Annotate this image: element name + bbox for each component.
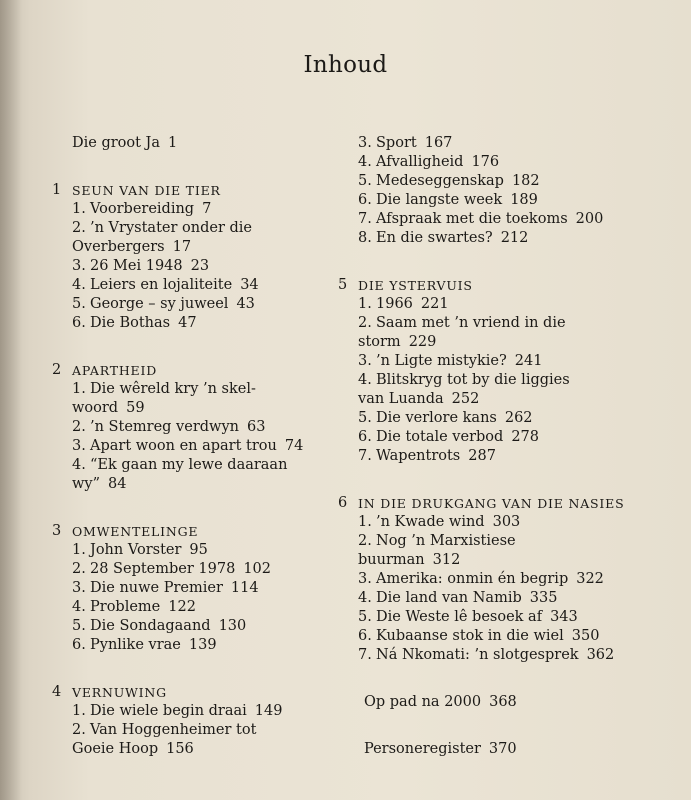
end-page: 370: [488, 741, 517, 757]
toc-entry: [72, 314, 322, 333]
entry-line: [358, 608, 668, 627]
entry-page: 343: [550, 609, 578, 625]
spacer: [338, 712, 668, 740]
entry-number: 3.: [72, 580, 86, 596]
entry-number: 4.: [72, 599, 86, 615]
toc-entry: [358, 210, 668, 229]
entry-line: [72, 200, 322, 219]
toc-right-column: [338, 134, 668, 759]
toc-section-4: [52, 683, 322, 759]
toc-entry: [358, 570, 668, 589]
toc-entry: [72, 617, 322, 636]
section-heading: [52, 522, 322, 541]
entry-page: 139: [188, 637, 217, 653]
entry-number: 4.: [358, 372, 372, 388]
entry-title: Afspraak met die toekoms: [376, 211, 568, 227]
section-number: 4: [52, 684, 62, 700]
entry-number: 3.: [358, 353, 372, 369]
entry-title: Die totale verbod: [376, 429, 504, 445]
entry-title: ’n Vrystater onder die: [90, 220, 252, 236]
entry-line: [72, 399, 322, 418]
toc-entry: [358, 295, 668, 314]
entry-page: 84: [108, 476, 127, 492]
section-number: 5: [338, 277, 348, 293]
entry-title: woord: [72, 400, 119, 416]
toc-entry: [72, 579, 322, 598]
entry-title: Van Hoggenheimer tot: [90, 722, 257, 738]
entry-page: 95: [189, 542, 208, 558]
entry-page: 362: [586, 647, 615, 663]
entry-line: [72, 418, 322, 437]
entry-page: 43: [236, 296, 255, 312]
entry-page: 200: [575, 211, 604, 227]
entry-number: 2.: [72, 722, 86, 738]
entry-line: [72, 314, 322, 333]
spacer: [52, 494, 322, 522]
entry-page: 278: [511, 429, 539, 445]
entry-line: [72, 238, 322, 257]
entry-line: [358, 134, 668, 153]
end-page: 368: [489, 694, 517, 710]
entry-page: 7: [202, 201, 212, 217]
entry-title: Sport: [376, 135, 417, 151]
entry-page: 47: [178, 315, 197, 331]
intro-title: Die groot Ja: [72, 135, 161, 151]
entry-number: 1.: [72, 381, 86, 397]
entry-title: Die nuwe Premier: [90, 580, 223, 596]
entry-page: 156: [166, 741, 194, 757]
entry-number: 7.: [358, 448, 372, 464]
entry-title: 26 Mei 1948: [90, 258, 183, 274]
toc-section-1: [52, 181, 322, 333]
end-title: Personeregister: [364, 741, 481, 757]
toc-entry: [358, 532, 668, 570]
entry-number: 4.: [72, 457, 86, 473]
entry-title: George – sy juweel: [90, 296, 229, 312]
toc-entry: [358, 172, 668, 191]
entry-number: 7.: [358, 211, 372, 227]
toc-entry: [358, 627, 668, 646]
entry-page: 241: [514, 353, 543, 369]
section-number: 6: [338, 495, 348, 511]
entry-title: Die Bothas: [90, 315, 171, 331]
entry-line: [358, 627, 668, 646]
entry-page: 59: [126, 400, 145, 416]
entry-title: Die Weste lê besoek af: [376, 609, 543, 625]
entry-number: 3.: [72, 258, 86, 274]
entry-title: Die wêreld kry ’n skel-: [90, 381, 256, 397]
entry-line: [358, 589, 668, 608]
toc-entry: [72, 702, 322, 721]
entry-title: En die swartes?: [376, 230, 493, 246]
entry-number: 3.: [358, 571, 372, 587]
entry-number: 5.: [358, 410, 372, 426]
toc-entry: [72, 418, 322, 437]
toc-entry: [72, 295, 322, 314]
entry-title: Amerika: onmin én begrip: [376, 571, 569, 587]
entry-title: Blitskryg tot by die liggies: [376, 372, 570, 388]
toc-entry: [72, 456, 322, 494]
entry-title: Probleme: [90, 599, 161, 615]
entry-page: 287: [468, 448, 496, 464]
entry-page: 221: [420, 296, 449, 312]
entry-page: 189: [510, 192, 538, 208]
spacer: [52, 655, 322, 683]
toc-intro: [52, 134, 322, 153]
entry-number: 1.: [358, 296, 372, 312]
entry-line: [72, 541, 322, 560]
entry-title: Apart woon en apart trou: [90, 438, 277, 454]
entry-title: wy”: [72, 476, 101, 492]
entry-title: 1966: [376, 296, 413, 312]
toc-entry: [358, 646, 668, 665]
entry-number: 5.: [358, 173, 372, 189]
entry-number: 4.: [72, 277, 86, 293]
toc-entry: [358, 513, 668, 532]
entry-page: 335: [529, 590, 558, 606]
entry-number: 1.: [72, 201, 86, 217]
section-heading: [52, 361, 322, 380]
entry-number: 5.: [72, 618, 86, 634]
spacer: [338, 248, 668, 276]
entry-line: [358, 551, 668, 570]
entry-number: 6.: [358, 192, 372, 208]
entry-number: 1.: [72, 542, 86, 558]
toc-entry: [358, 608, 668, 627]
toc-end-item: [338, 740, 668, 759]
toc-entry: [72, 276, 322, 295]
entry-title: buurman: [358, 552, 425, 568]
entry-line: [72, 740, 322, 759]
toc-entry: [72, 636, 322, 655]
spacer: [338, 466, 668, 494]
entry-page: 74: [284, 438, 304, 454]
entry-line: [72, 617, 322, 636]
toc-section-3: [52, 522, 322, 655]
entry-title: Overbergers: [72, 239, 165, 255]
toc-section-6: [338, 494, 668, 665]
section-heading: [52, 181, 322, 200]
entry-title: Leiers en lojaliteite: [90, 277, 233, 293]
entry-line: [72, 257, 322, 276]
section-heading: [338, 276, 668, 295]
entry-title: Goeie Hoop: [72, 741, 159, 757]
entry-line: [358, 409, 668, 428]
section-title: DIE YSTERVUIS: [358, 278, 473, 293]
entry-line: [72, 579, 322, 598]
entry-line: [358, 210, 668, 229]
entry-title: 28 September 1978: [90, 561, 236, 577]
section-title: OMWENTELINGE: [72, 524, 199, 539]
entry-page: 182: [511, 173, 540, 189]
entry-title: John Vorster: [90, 542, 182, 558]
toc-entry: [72, 541, 322, 560]
toc-entry: [358, 134, 668, 153]
entry-title: Die langste week: [376, 192, 503, 208]
entry-line: [358, 191, 668, 210]
entry-line: [358, 513, 668, 532]
toc-entry: [72, 560, 322, 579]
entry-number: 6.: [358, 429, 372, 445]
toc-entry: [72, 598, 322, 617]
spacer: [52, 333, 322, 361]
section-number: 3: [52, 523, 62, 539]
entry-page: 23: [190, 258, 210, 274]
entry-title: storm: [358, 334, 401, 350]
entry-line: [358, 428, 668, 447]
entry-line: [358, 153, 668, 172]
entry-page: 350: [571, 628, 600, 644]
intro-page: 1: [168, 135, 178, 151]
entry-number: 2.: [358, 315, 372, 331]
entry-line: [358, 295, 668, 314]
entry-title: Pynlike vrae: [90, 637, 181, 653]
section-title: VERNUWING: [72, 685, 167, 700]
toc-entry: [72, 257, 322, 276]
entry-title: Die land van Namib: [376, 590, 522, 606]
entry-page: 149: [254, 703, 283, 719]
entry-number: 3.: [358, 135, 372, 151]
entry-number: 6.: [72, 315, 86, 331]
entry-number: 2.: [72, 561, 86, 577]
entry-line: [358, 532, 668, 551]
toc-entry: [358, 428, 668, 447]
entry-page: 176: [471, 154, 500, 170]
entry-line: [358, 371, 668, 390]
entry-title: Medeseggenskap: [376, 173, 504, 189]
toc-entry: [358, 352, 668, 371]
toc-entry: [358, 229, 668, 248]
entry-title: Die wiele begin draai: [90, 703, 247, 719]
entry-title: “Ek gaan my lewe daaraan: [90, 457, 288, 473]
entry-number: 2.: [72, 419, 86, 435]
toc-entry: [72, 721, 322, 759]
toc-entry: [358, 589, 668, 608]
entry-title: ’n Stemreg verdwyn: [90, 419, 239, 435]
entry-page: 63: [246, 419, 266, 435]
entry-number: 4.: [358, 590, 372, 606]
toc-section-2: [52, 361, 322, 494]
spacer: [338, 665, 668, 693]
page-spine-shadow: [0, 0, 22, 800]
entry-line: [72, 636, 322, 655]
entry-line: [72, 598, 322, 617]
entry-number: 5.: [72, 296, 86, 312]
entry-page: 252: [451, 391, 480, 407]
entry-line: [358, 314, 668, 333]
section-heading: [338, 494, 668, 513]
entry-title: Wapentrots: [376, 448, 461, 464]
entry-number: 6.: [72, 637, 86, 653]
entry-page: 212: [500, 230, 529, 246]
section-title: APARTHEID: [72, 363, 158, 378]
section-heading: [52, 683, 322, 702]
entry-title: Afvalligheid: [376, 154, 464, 170]
toc-entry: [358, 314, 668, 352]
entry-page: 122: [168, 599, 196, 615]
entry-line: [358, 390, 668, 409]
entry-page: 322: [576, 571, 604, 587]
entry-line: [358, 229, 668, 248]
entry-page: 167: [424, 135, 453, 151]
entry-number: 3.: [72, 438, 86, 454]
entry-number: 6.: [358, 628, 372, 644]
entry-number: 7.: [358, 647, 372, 663]
section-number: 1: [52, 182, 62, 198]
entry-page: 312: [432, 552, 461, 568]
toc-entry: [72, 200, 322, 219]
toc-entry: [358, 153, 668, 172]
page-title: Inhoud: [303, 52, 388, 78]
entry-title: Die Sondagaand: [90, 618, 211, 634]
entry-page: 229: [408, 334, 437, 350]
entry-number: 2.: [358, 533, 372, 549]
section-title: SEUN VAN DIE TIER: [72, 183, 221, 198]
entry-number: 1.: [72, 703, 86, 719]
entry-title: Nog ’n Marxistiese: [376, 533, 516, 549]
toc-section-5: [338, 276, 668, 466]
entry-title: Die verlore kans: [376, 410, 497, 426]
entry-title: ’n Ligte mistykie?: [376, 353, 507, 369]
section-number: 2: [52, 362, 62, 378]
entry-page: 34: [240, 277, 259, 293]
toc-entry: [358, 371, 668, 409]
entry-page: 262: [504, 410, 533, 426]
entry-line: [358, 646, 668, 665]
spacer: [52, 153, 322, 181]
entry-page: 102: [243, 561, 272, 577]
toc-end-item: [338, 693, 668, 712]
entry-title: van Luanda: [358, 391, 444, 407]
entry-title: Kubaanse stok in die wiel: [376, 628, 564, 644]
entry-line: [72, 219, 322, 238]
entry-number: 2.: [72, 220, 86, 236]
entry-page: 17: [172, 239, 192, 255]
entry-number: 8.: [358, 230, 372, 246]
entry-title: Ná Nkomati: ’n slotgesprek: [376, 647, 579, 663]
entry-line: [72, 295, 322, 314]
entry-line: [72, 560, 322, 579]
toc-entry: [358, 409, 668, 428]
entry-title: Saam met ’n vriend in die: [376, 315, 566, 331]
toc-left-column: [52, 134, 322, 759]
entry-page: 303: [492, 514, 521, 530]
entry-line: [72, 437, 322, 456]
toc-entry: [72, 380, 322, 418]
entry-line: [358, 570, 668, 589]
toc-entry: [358, 191, 668, 210]
toc-entry: [72, 219, 322, 257]
entry-line: [358, 447, 668, 466]
entry-line: [358, 352, 668, 371]
entry-title: Voorbereiding: [90, 201, 195, 217]
entry-line: [72, 702, 322, 721]
entry-line: [72, 475, 322, 494]
entry-line: [72, 721, 322, 740]
entry-line: [72, 456, 322, 475]
toc-entry: [72, 437, 322, 456]
toc-entry: [358, 447, 668, 466]
entry-page: 130: [218, 618, 247, 634]
entry-line: [72, 276, 322, 295]
entry-line: [358, 333, 668, 352]
entry-number: 5.: [358, 609, 372, 625]
end-title: Op pad na 2000: [364, 694, 482, 710]
section-title: IN DIE DRUKGANG VAN DIE NASIES: [358, 496, 625, 511]
entry-number: 4.: [358, 154, 372, 170]
entry-page: 114: [230, 580, 259, 596]
entry-number: 1.: [358, 514, 372, 530]
entry-line: [358, 172, 668, 191]
entry-title: ’n Kwade wind: [376, 514, 485, 530]
entry-line: [72, 380, 322, 399]
